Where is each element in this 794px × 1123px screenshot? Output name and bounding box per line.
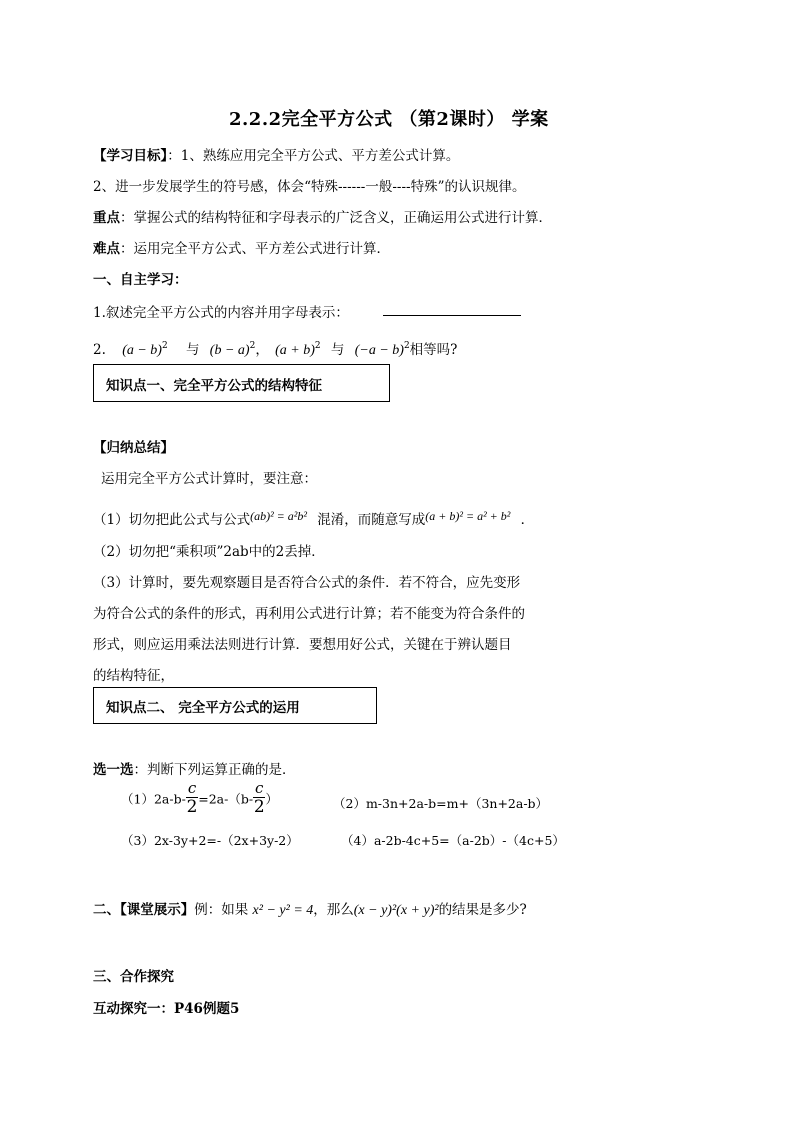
choose-text: ：判断下列运算正确的是．: [133, 762, 296, 778]
section-3-sub: 互动探究一：P46例题5: [93, 1001, 240, 1017]
expr-b-minus-a: (b − a): [209, 343, 250, 358]
formula-product: (x − y)²(x + y)²: [353, 903, 439, 918]
summary-item-3-line-4: 的结构特征，: [93, 668, 174, 684]
knowledge-point-1: 知识点一、完全平方公式的结构特征: [106, 378, 322, 394]
knowledge-point-2-box: [93, 687, 377, 724]
summary-item-3-line-2: 为符合公式的条件的形式，再利用公式进行计算；若不能变为符合条件的: [93, 606, 525, 622]
choose-line: [93, 758, 296, 778]
option-4: （4）a-2b-4c+5=（a-2b）-（4c+5）: [341, 833, 565, 848]
summary-item-1-end: ．: [520, 512, 535, 528]
knowledge-point-1-box: [93, 364, 390, 402]
summary-item-2: （2）切勿把“乘积项”2ab中的2丢掉．: [93, 544, 325, 560]
formula-wrong-expansion: (a + b)² = a² + b²: [425, 509, 511, 523]
summary-heading: 【归纳总结】: [93, 440, 174, 456]
answer-blank[interactable]: [383, 315, 521, 316]
key-point-text: ：掌握公式的结构特征和字母表示的广泛含义，正确运用公式进行计算．: [120, 210, 552, 226]
summary-intro: 运用完全平方公式计算时，要注意：: [101, 471, 317, 487]
option-3: （3）2x-3y+2=-（2x+3y-2）: [121, 833, 299, 848]
summary-item-1: [93, 508, 534, 528]
section-2-label: 【课堂展示】: [120, 902, 195, 918]
question-2-suffix: 相等吗?: [409, 342, 458, 358]
section-2-text-b: ，那么: [313, 902, 354, 918]
q2-comma: ，: [255, 342, 269, 358]
fraction-denominator-2: 2: [253, 797, 265, 817]
option-2: （2）m-3n+2a-b=m+（3n+2a-b）: [333, 796, 549, 811]
fraction-c-over-2-second: [253, 781, 265, 816]
summary-item-1-a: （1）切勿把此公式与公式: [93, 512, 251, 528]
summary-item-3-line-1: （3）计算时，要先观察题目是否符合公式的条件．若不符合，应先变形: [93, 575, 521, 591]
expr-neg-a-minus-b: (−a − b): [354, 343, 404, 358]
difficulty: [93, 237, 390, 257]
difficulty-text: ：运用完全平方公式、平方差公式进行计算．: [120, 241, 390, 257]
question-1: 1.叙述完全平方公式的内容并用字母表示：: [93, 305, 349, 321]
summary-item-1-b: 混淆，而随意写成: [317, 512, 426, 528]
key-point-label: 重点: [93, 210, 120, 226]
key-point: [93, 206, 552, 226]
expr-a-plus-b: (a + b): [275, 343, 315, 358]
expr-a-minus-b: (a − b): [122, 343, 162, 358]
page-title: 2.2.2完全平方公式 （第2课时） 学案: [229, 109, 549, 130]
fraction-c-over-2: [186, 781, 198, 816]
section-1-heading: 一、自主学习：: [93, 272, 188, 288]
section-2-line: [93, 898, 527, 919]
and-1: 与: [186, 342, 200, 358]
choose-label: 选一选: [93, 762, 134, 778]
formula-x2-minus-y2: x² − y² = 4: [252, 903, 314, 918]
objectives-item-1: ：1、熟练应用完全平方公式、平方差公式计算。: [167, 148, 460, 164]
objectives-line-1: [93, 144, 459, 164]
question-2-number: 2.: [93, 342, 106, 358]
option-1: [121, 781, 278, 816]
objectives-label: 【学习目标】: [93, 148, 168, 164]
option-1-a: （1）2a-b-: [121, 791, 186, 807]
question-2: 2. $(a - b)^2$ 与 $(b - a)^2$， $(a + b)^2$ 与 $(-a - b)^2$相等吗?: [93, 341, 458, 358]
objectives-item-2: 2、进一步发展学生的符号感，体会“特殊------一般----特殊”的认识规律。: [93, 179, 526, 195]
fraction-denominator: 2: [186, 797, 198, 817]
option-1-b: =2a-（b-: [198, 791, 254, 807]
section-2-text-a: 例：如果: [194, 902, 249, 918]
and-2: 与: [330, 342, 345, 358]
section-3-heading: 三、合作探究: [93, 969, 174, 985]
section-2-prefix: 二、: [93, 902, 120, 918]
section-2-text-c: 的结果是多少?: [438, 902, 527, 918]
option-1-c: ）: [265, 791, 278, 807]
summary-item-3-line-3: 形式，则应运用乘法法则进行计算．要想用好公式，关键在于辨认题目: [93, 637, 512, 653]
fraction-numerator: c: [187, 779, 197, 797]
knowledge-point-2: 知识点二、 完全平方公式的运用: [106, 700, 300, 716]
formula-ab-squared: (ab)² = a²b²: [250, 509, 307, 523]
difficulty-label: 难点: [93, 241, 120, 257]
fraction-numerator-2: c: [255, 779, 264, 797]
